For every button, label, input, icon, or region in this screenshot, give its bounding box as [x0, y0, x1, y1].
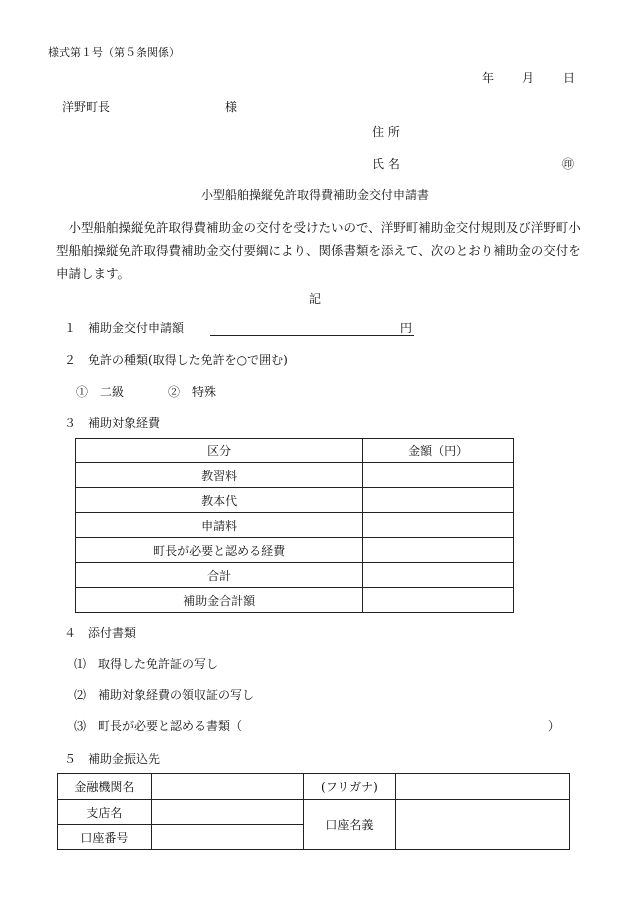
addressee-name: 洋野町長 [62, 100, 111, 114]
item1-label: １ 補助金交付申請額 [64, 321, 185, 335]
row-category: 申請料 [76, 513, 363, 538]
table-row [76, 463, 514, 488]
furigana-label: (フリガナ) [303, 774, 396, 800]
account-number-label: 口座番号 [58, 825, 152, 850]
header-category: 区分 [76, 439, 363, 463]
attachment-item: ⑶ 町長が必要と認める書類（ [74, 719, 243, 733]
table-row [76, 538, 514, 563]
document-title: 小型船舶操縦免許取得費補助金交付申請書 [200, 188, 429, 202]
row-category: 教習料 [76, 463, 363, 488]
address-label: 住 所 [372, 125, 400, 139]
branch-label: 支店名 [58, 800, 152, 825]
row-amount-cell[interactable] [363, 588, 514, 613]
header-amount: 金額（円） [363, 439, 514, 463]
bank-row [58, 774, 570, 800]
date-day: 日 [563, 71, 576, 85]
row-category: 教本代 [76, 488, 363, 513]
table-header-row [76, 439, 514, 463]
row-amount-cell[interactable] [363, 513, 514, 538]
attachment-item: ⑴ 取得した免許証の写し [74, 657, 219, 671]
date-year: 年 [482, 71, 495, 85]
row-amount-cell[interactable] [363, 563, 514, 588]
account-name-value[interactable] [396, 800, 570, 850]
bank-name-label: 金融機関名 [58, 774, 152, 800]
name-label: 氏 名 [372, 157, 400, 171]
item1-unit: 円 [400, 321, 413, 335]
license-option-1: ① 二級 [76, 385, 125, 399]
branch-value[interactable] [151, 800, 303, 825]
license-option-2: ② 特殊 [168, 385, 217, 399]
row-category: 合計 [76, 563, 363, 588]
addressee-honorific: 様 [225, 100, 238, 114]
amount-underline [210, 335, 414, 336]
table-row [76, 563, 514, 588]
furigana-value[interactable] [396, 774, 570, 800]
row-category: 町長が必要と認める経費 [76, 538, 363, 563]
row-category: 補助金合計額 [76, 588, 363, 613]
bank-name-value[interactable] [151, 774, 303, 800]
branch-row [58, 800, 570, 825]
ki-mark: 記 [308, 292, 321, 306]
table-row [76, 588, 514, 613]
attachment-item: ⑵ 補助対象経費の領収証の写し [74, 688, 255, 702]
item4-label: ４ 添付書類 [64, 626, 137, 640]
seal-mark: ㊞ [562, 157, 575, 171]
form-number: 様式第１号（第５条関係） [48, 46, 180, 59]
item2-label: ２ 免許の種類(取得した免許を○で囲む) [64, 353, 288, 367]
row-amount-cell[interactable] [363, 488, 514, 513]
table-row [76, 488, 514, 513]
account-name-label: 口座名義 [303, 800, 396, 850]
account-number-value[interactable] [151, 825, 303, 850]
bank-table [57, 773, 570, 850]
table-row [76, 513, 514, 538]
row-amount-cell[interactable] [363, 463, 514, 488]
attachment-close-paren: ） [548, 719, 561, 733]
item5-label: ５ 補助金振込先 [64, 752, 161, 766]
date-month: 月 [522, 71, 535, 85]
item3-label: ３ 補助対象経費 [64, 416, 161, 430]
expense-table [75, 438, 514, 613]
row-amount-cell[interactable] [363, 538, 514, 563]
body-text: 小型船舶操縦免許取得費補助金の交付を受けたいので、洋野町補助金交付規則及び洋野町小型船舶操縦免許取得費補助金交付要綱により、関係書類を添えて、次のとおり補助金の交付を申請します。 [56, 220, 581, 281]
